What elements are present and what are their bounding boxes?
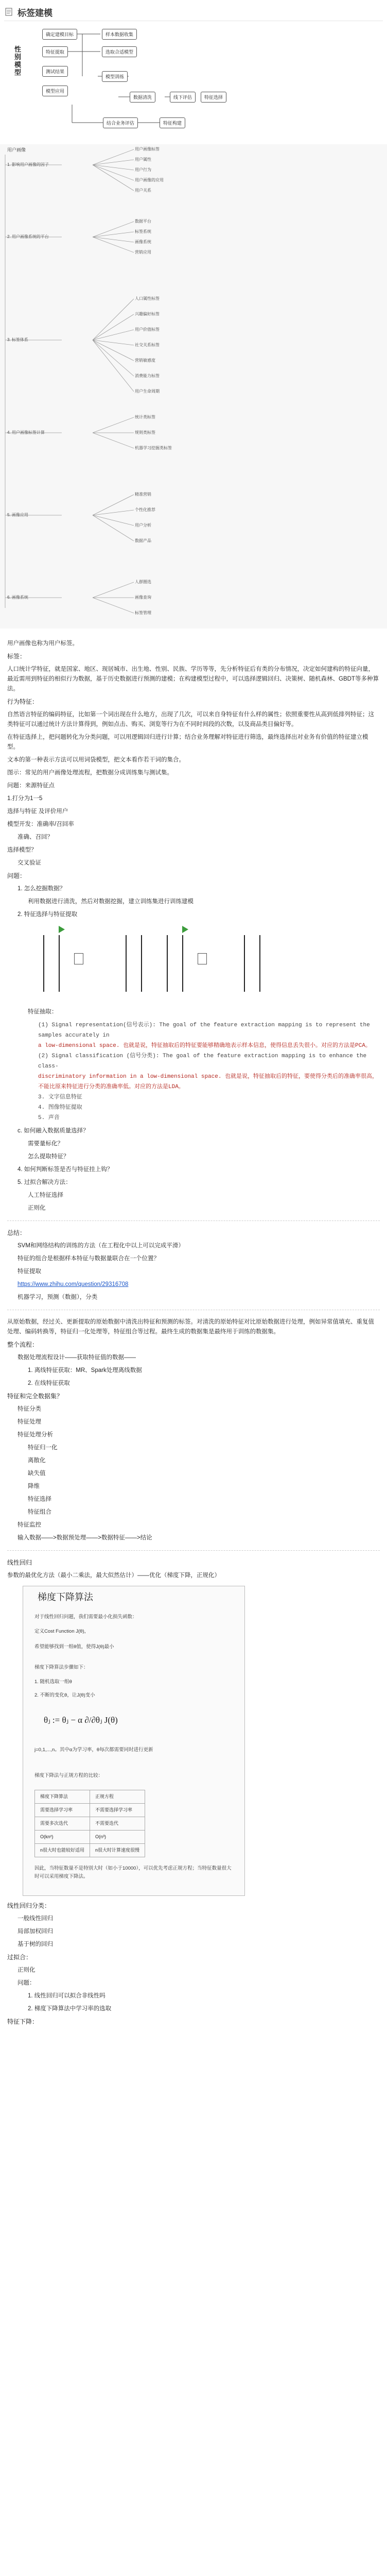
c-item: 5. 过拟合解决方法： (17, 1179, 72, 1185)
table-cell: n很大时也能较好适用 (35, 1844, 90, 1857)
comparison-table (34, 1790, 145, 1857)
c-item: 怎么提取特征？ (28, 1154, 69, 1160)
mind-leaf: 数据产品 (135, 538, 151, 543)
mind-leaf: 营销敏感度 (135, 358, 155, 363)
title-bar (4, 3, 383, 21)
mind-leaf: 画像查询 (135, 595, 151, 600)
divider (7, 1550, 380, 1551)
flow-connectors (10, 25, 278, 143)
code-line: 3. 文字信息特征 (38, 1094, 82, 1100)
lr-text: 参数的最优化方法（最小二乘法，最大似然估计）——优化（梯度下降，正规化） (7, 1572, 220, 1579)
ref-note: 机器学习，预测（数据），分类 (17, 1294, 98, 1300)
code-line: 4. 图像特征提取 (38, 1105, 82, 1111)
summary-line: 特征的组合是根据样本特征与数据量联合在一个位置？ (17, 1256, 160, 1262)
mind-leaf: 精准营销 (135, 492, 151, 497)
mind-leaf: 用户属性 (135, 157, 151, 162)
gd-formula: θⱼ := θⱼ − α ∂/∂θⱼ J(θ) (44, 1715, 118, 1725)
mind-leaf: 人口属性标签 (135, 296, 160, 301)
mind-branch-2: 3. 标签体系 (7, 337, 28, 342)
problem-item: 利用数据进行清洗，然后对数据挖掘，建立训练集进行训练建模 (28, 899, 194, 905)
output-matrix (126, 935, 142, 992)
flow-node-2: 特征提取 (42, 46, 68, 57)
flow-node-0: 确定建模目标 (42, 29, 77, 40)
fm-item: 降维 (28, 1483, 40, 1489)
lr-type: 基于树的回归 (17, 1941, 53, 1947)
flow-node-10: 结合业务评估 (103, 117, 138, 128)
select-a: 交叉验证 (17, 860, 41, 866)
gd-line: 希望能够找到一组θ值，使得J(θ)最小 (34, 1644, 114, 1650)
overfit-item: 2. 梯度下降算法中学习率的选取 (28, 2006, 112, 2012)
mind-leaf: 用户画像的应用 (135, 178, 164, 182)
table-cell: n很大时计算速度很慢 (90, 1844, 145, 1857)
mind-leaf: 用户行为 (135, 167, 151, 172)
question-b: 选择与特征 及评价用户 (7, 808, 68, 815)
overfit-heading: 过拟合： (7, 1954, 32, 1961)
lr-types-heading: 线性回归分类： (7, 1902, 51, 1909)
reference-link[interactable]: https://www.zhihu.com/question/29316708 (17, 1281, 129, 1287)
gd-line: 2. 不断的变化θ，让J(θ)变小 (34, 1692, 95, 1698)
mind-leaf: 用户价值标签 (135, 327, 160, 332)
model-q: 模型开发：准确率/召回率 (7, 821, 74, 827)
problem-item: 2. 特征选择与特征提取 (17, 911, 78, 918)
fm-item: 特征分类 (17, 1406, 41, 1412)
fm-item: 特征监控 (17, 1522, 41, 1528)
fm-item: 离散化 (28, 1458, 46, 1464)
gd-title: 梯度下降算法 (38, 1592, 93, 1602)
whole-item: 2. 在线特征获取 (28, 1380, 70, 1386)
mind-root: 用户画像 (7, 147, 26, 152)
table-cell: 正规方程 (90, 1790, 145, 1804)
fm-item: 特征组合 (28, 1509, 51, 1515)
mind-leaf: 个性化推荐 (135, 507, 155, 512)
overfit-item: 1. 线性回归可以拟合非线性吗 (28, 1993, 105, 1999)
label-heading: 标签： (7, 653, 26, 660)
fig-note: 图示：常见的用户画像处理流程，把数据分成训练集与测试集。 (7, 770, 173, 776)
code-line: 5. 声音 (38, 1115, 60, 1121)
lr-type: 局部加权回归 (17, 1928, 53, 1935)
mind-leaf: 消费能力标签 (135, 374, 160, 378)
code-line: (2) Signal classification (信号分类): The goal of the feature extraction mapping is to enhance the class- (38, 1053, 367, 1070)
flow-node-7: 数据清洗 (130, 92, 155, 103)
mind-leaf: 用户画像标签 (135, 147, 160, 151)
summary-line: SVM和网络结构的训练的方法（在工程化中以上可以完成平滑） (17, 1243, 184, 1249)
gd-line: j=0,1,...,n。其中α为学习率，θ每次都需要同时进行更新 (34, 1747, 153, 1753)
model-a: 准确、召回？ (17, 834, 53, 840)
lr-heading: 线性回归 (7, 1559, 32, 1566)
feature-diagram (38, 925, 265, 1002)
table-cell: 梯度下降算法 (35, 1790, 90, 1804)
mind-leaf: 规则类标签 (135, 430, 155, 435)
document-icon (4, 7, 13, 16)
behavior-heading: 行为特征： (7, 698, 39, 705)
pipeline-text: 输入数据——>数据预处理——>数据特征——>结论 (17, 1535, 152, 1541)
mind-leaf: 社交关系标签 (135, 343, 160, 347)
ref-heading: 特征提取 (17, 1268, 41, 1275)
fm-item: 缺失值 (28, 1470, 46, 1477)
fm-item: 特征处理 (17, 1419, 41, 1425)
flow-node-4: 测试结果 (42, 66, 68, 77)
mind-leaf: 用户分析 (135, 523, 151, 528)
whole-item: 1. 离线特征获取：MR、Spark处理离线数据 (28, 1367, 142, 1374)
table-row (35, 1844, 145, 1857)
c-item: 需要量标化？ (28, 1141, 63, 1147)
whole-heading: 整个流程： (7, 1341, 39, 1348)
fm-heading: 特征和完全数据集？ (7, 1393, 63, 1400)
code-line: discriminatory information in a low-dimensional space. 也就是说，特征抽取后的特征，要使得分类后的准确率很高，不能比原来特征进行分类的准确率低。对应的方法是LDA。 (38, 1074, 378, 1090)
flow-stack-label: 性别模型 (14, 45, 22, 76)
flow-node-8: 线下评估 (170, 92, 196, 103)
c-item: 人工特征选择 (28, 1192, 63, 1198)
problem-item: 1. 怎么挖掘数据？ (17, 886, 66, 892)
table-cell: 需要多次迭代 (35, 1817, 90, 1831)
extra-paragraph: 在特征选择上，把问题转化为分类问题，可以用逻辑回归进行计算；结合业务理解对特征进行筛选，最终选择出对业务有价值的特征建立模型。 (7, 734, 368, 750)
gd-line: 梯度下降法与正规方程的比较： (34, 1773, 103, 1778)
c-item: 4. 如何判断标签是否与特征挂上钩？ (17, 1166, 113, 1173)
flow-node-3: 选取合适模型 (102, 46, 137, 57)
c-item: c. 如何融入数据质量选择？ (17, 1128, 89, 1134)
table-row (35, 1790, 145, 1804)
question-a: 1.打分为1一5 (7, 795, 43, 802)
summary-heading: 总结： (7, 1229, 26, 1236)
page-title: 标签建模 (17, 8, 52, 18)
gd-line: 因此，当特征数量不是特别大时（如小于10000），可以优先考虑正规方程；当特征数量很大时可以采用梯度下降法。 (34, 1866, 232, 1879)
table-cell: 需要选择学习率 (35, 1804, 90, 1817)
flow-diagram (10, 25, 278, 143)
fm-item: 特征选择 (28, 1496, 51, 1502)
label-paragraph: 人口统计学特征，就是国家、地区、现居城市、出生地、性别、民族、学历等等，先分析特征后有类的分布情况，决定如何建构的特征向量，最近需用到特征的相似行为数据，基于历史数据进行预测的建模；在构建模型过程中，可以选择逻辑回归、决策树、随机森林、GBDT等多种算法。 (7, 666, 379, 692)
mind-map-lines (0, 144, 387, 629)
gd-line: 定义Cost Function J(θ)， (34, 1629, 90, 1634)
problems-heading: 问题： (7, 872, 26, 879)
output-matrix-2 (244, 935, 260, 992)
flow-node-9: 特征选择 (201, 92, 226, 103)
input-matrix-2 (167, 935, 183, 992)
flow-paragraph: 从原始数据，经过关、更新提取的原始数据中清洗出特征和预测的标签。对清洗的原始特征对比原始数据进行处理，例如异常值填充、重复值处理、编码转换等，特征归一化处理等，特征组合等过程。最终生成的数据集是最终用于训练的数据集。 (7, 1319, 374, 1335)
mind-leaf: 兴趣偏好标签 (135, 312, 160, 316)
overfit-item: 正则化 (17, 1967, 36, 1973)
table-row (35, 1817, 145, 1831)
mind-leaf: 用户生命周期 (135, 389, 160, 394)
arrow-icon (182, 926, 188, 933)
gradient-descent-figure (23, 1586, 245, 1896)
final-heading: 特征下降： (7, 2018, 39, 2025)
article (7, 639, 380, 2030)
gd-line: 对于线性回归问题，我们需要最小化损失函数： (34, 1614, 137, 1620)
mind-branch-0: 1. 影响用户画像的因子 (7, 162, 49, 167)
c-item: 正则化 (28, 1205, 46, 1211)
code-line: a low-dimensional space. 也就是说，特征抽取后的特征要能够精确地表示样本信息，使得信息丢失很小。对应的方法是PCA。 (38, 1043, 371, 1049)
mind-leaf: 机器学习挖掘类标签 (135, 446, 172, 450)
input-matrix (43, 935, 60, 992)
flow-node-11: 特征构建 (160, 117, 185, 128)
flow-node-6: 模型应用 (42, 86, 68, 96)
mind-leaf: 统计类标签 (135, 415, 155, 419)
flow-node-5: 模型训练 (102, 71, 128, 82)
nlp-paragraph: 文本的第一种表示方法可以用词袋模型，把文本看作若干词的集合。 (7, 757, 185, 763)
question-q: 问题：来源特征点 (7, 783, 55, 789)
arrow-icon (59, 926, 65, 933)
lr-type: 一般线性回归 (17, 1916, 53, 1922)
mind-branch-1: 2. 用户画像系统的平台 (7, 234, 49, 239)
table-row (35, 1831, 145, 1844)
mind-leaf: 数据平台 (135, 219, 151, 224)
behavior-paragraph: 自然语言特征的编码特征，比如第一个词出现在什么地方，出现了几次，可以来自身特征有什么样的属性；依照重要性从高到低排列特征；这类特征可以通过统计方法计算得到，例如点击、购买、浏览等行为在不同时间段的次数，以及商品类目偏好等。 (7, 711, 374, 727)
mind-leaf: 人群圈选 (135, 580, 151, 584)
gd-line: 梯度下降算法步骤如下： (34, 1665, 89, 1670)
gd-line: 1. 随机选取一组θ (34, 1679, 72, 1685)
mind-branch-5: 6. 画像系统 (7, 595, 28, 600)
code-line: (1) Signal representation(信号表示): The goal of the feature extraction mapping is to represent the samples accurately in (38, 1022, 370, 1039)
flow-node-1: 样本数据收集 (102, 29, 137, 40)
fm-item: 特征处理分析 (17, 1432, 53, 1438)
select-q: 选择模型？ (7, 847, 37, 853)
mind-branch-4: 5. 画像应用 (7, 513, 28, 517)
table-cell: O(kn²) (35, 1831, 90, 1844)
mind-leaf: 标签系统 (135, 229, 151, 234)
table-cell: O(n³) (90, 1831, 145, 1844)
mind-map (0, 144, 387, 629)
mind-leaf: 标签管理 (135, 611, 151, 615)
table-cell: 不需要迭代 (90, 1817, 145, 1831)
whole-item: 数据处理流程设计——获取特征值的数据—— (17, 1354, 136, 1361)
transform-box-2 (198, 953, 207, 964)
mind-branch-3: 4. 用户画像标签计算 (7, 430, 45, 435)
mind-leaf: 用户关系 (135, 188, 151, 193)
mind-leaf: 营销应用 (135, 250, 151, 255)
overfit-item: 问题： (17, 1980, 36, 1986)
transform-box (74, 953, 83, 964)
feature-code (38, 1020, 380, 1123)
fm-item: 特征归一化 (28, 1445, 58, 1451)
table-row (35, 1804, 145, 1817)
table-cell: 不需要选择学习率 (90, 1804, 145, 1817)
feature-heading: 特征抽取： (28, 1009, 58, 1015)
intro-text: 用户画像也称为用户标签。 (7, 640, 78, 647)
mind-leaf: 画像系统 (135, 240, 151, 244)
